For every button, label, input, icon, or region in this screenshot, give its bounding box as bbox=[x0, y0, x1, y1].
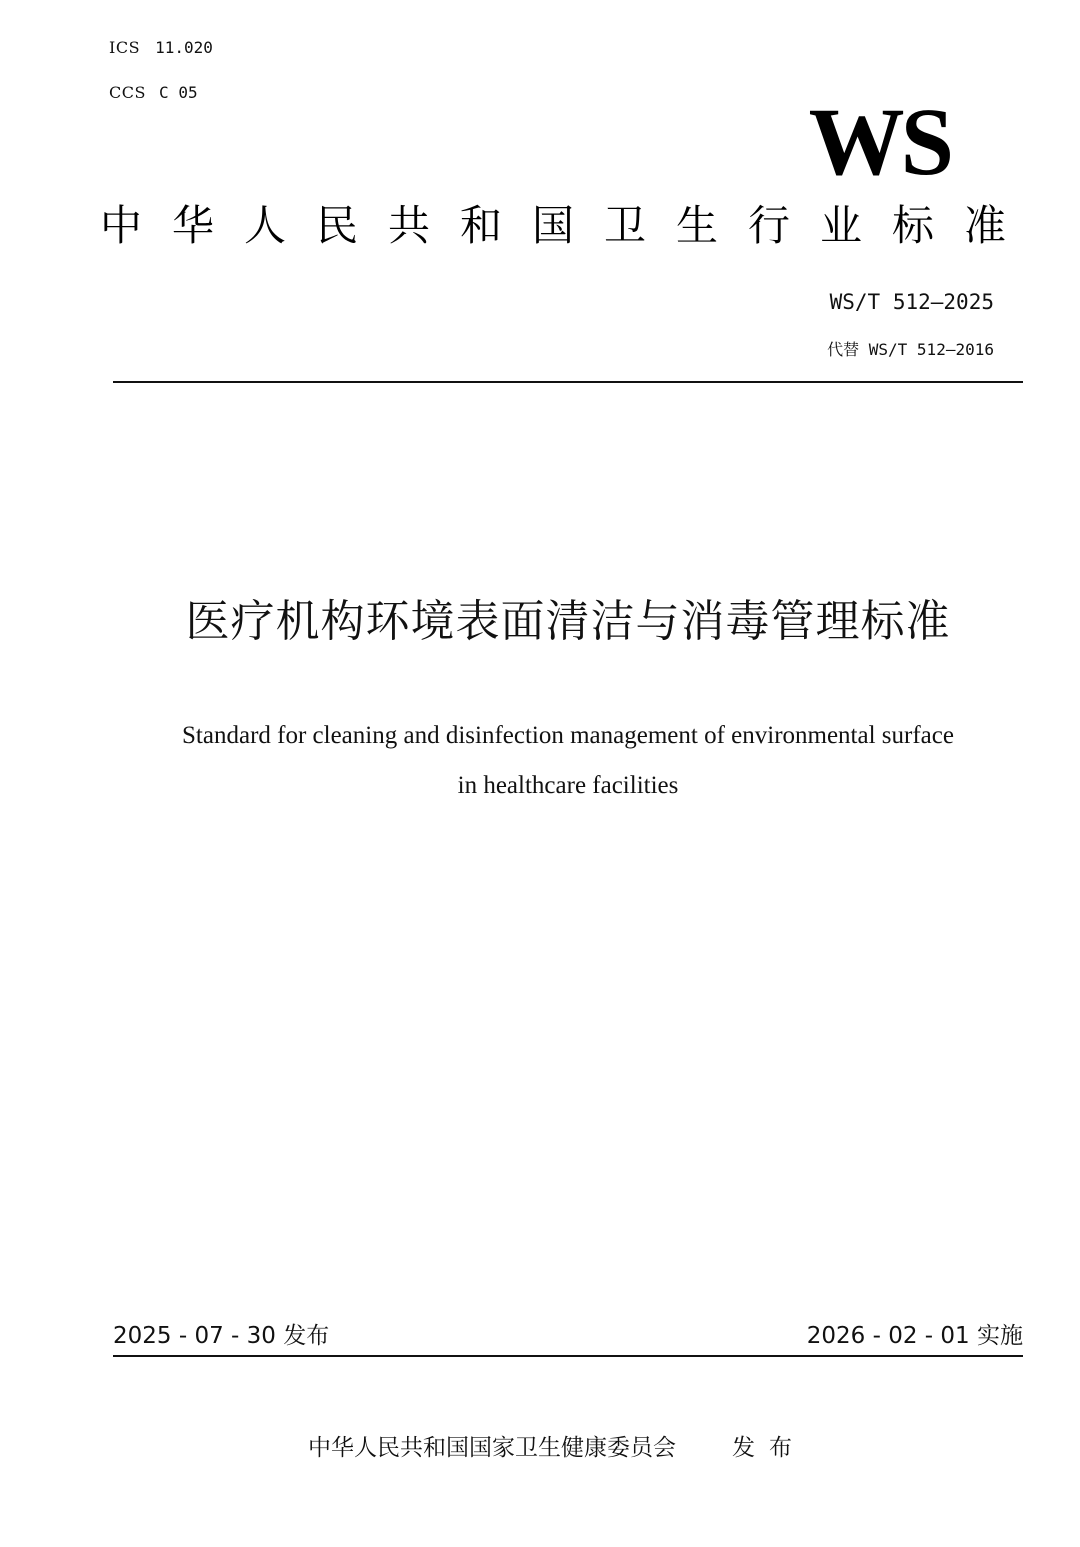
ics-value: 11.020 bbox=[155, 38, 213, 57]
ccs-label: CCS bbox=[109, 83, 146, 102]
header-divider bbox=[113, 381, 1023, 383]
publisher-line bbox=[0, 1430, 1080, 1466]
issue-date: 2025 - 07 - 30 发布 bbox=[113, 1323, 330, 1349]
ws-logo: WS bbox=[808, 88, 950, 195]
ics-code bbox=[109, 38, 213, 57]
footer-divider bbox=[113, 1355, 1023, 1357]
publish-word: 发布 bbox=[732, 1435, 806, 1461]
publisher-name: 中华人民共和国国家卫生健康委员会 bbox=[308, 1435, 676, 1461]
title-english-line1: Standard for cleaning and disinfection management of environmental surface bbox=[182, 722, 954, 749]
ccs-code bbox=[109, 83, 198, 102]
title-english-line2: in healthcare facilities bbox=[457, 772, 679, 799]
title-chinese: 医疗机构环境表面清洁与消毒管理标准 bbox=[185, 596, 951, 647]
ics-label: ICS bbox=[109, 38, 141, 57]
implementation-date: 2026 - 02 - 01 实施 bbox=[806, 1323, 1023, 1349]
standard-number: WS/T 512—2025 bbox=[829, 290, 994, 314]
replaces-standard: 代替 WS/T 512—2016 bbox=[827, 340, 994, 359]
ccs-value: C 05 bbox=[159, 83, 198, 102]
authority-heading: 中华人民共和国卫生行业标准 bbox=[100, 201, 1037, 250]
